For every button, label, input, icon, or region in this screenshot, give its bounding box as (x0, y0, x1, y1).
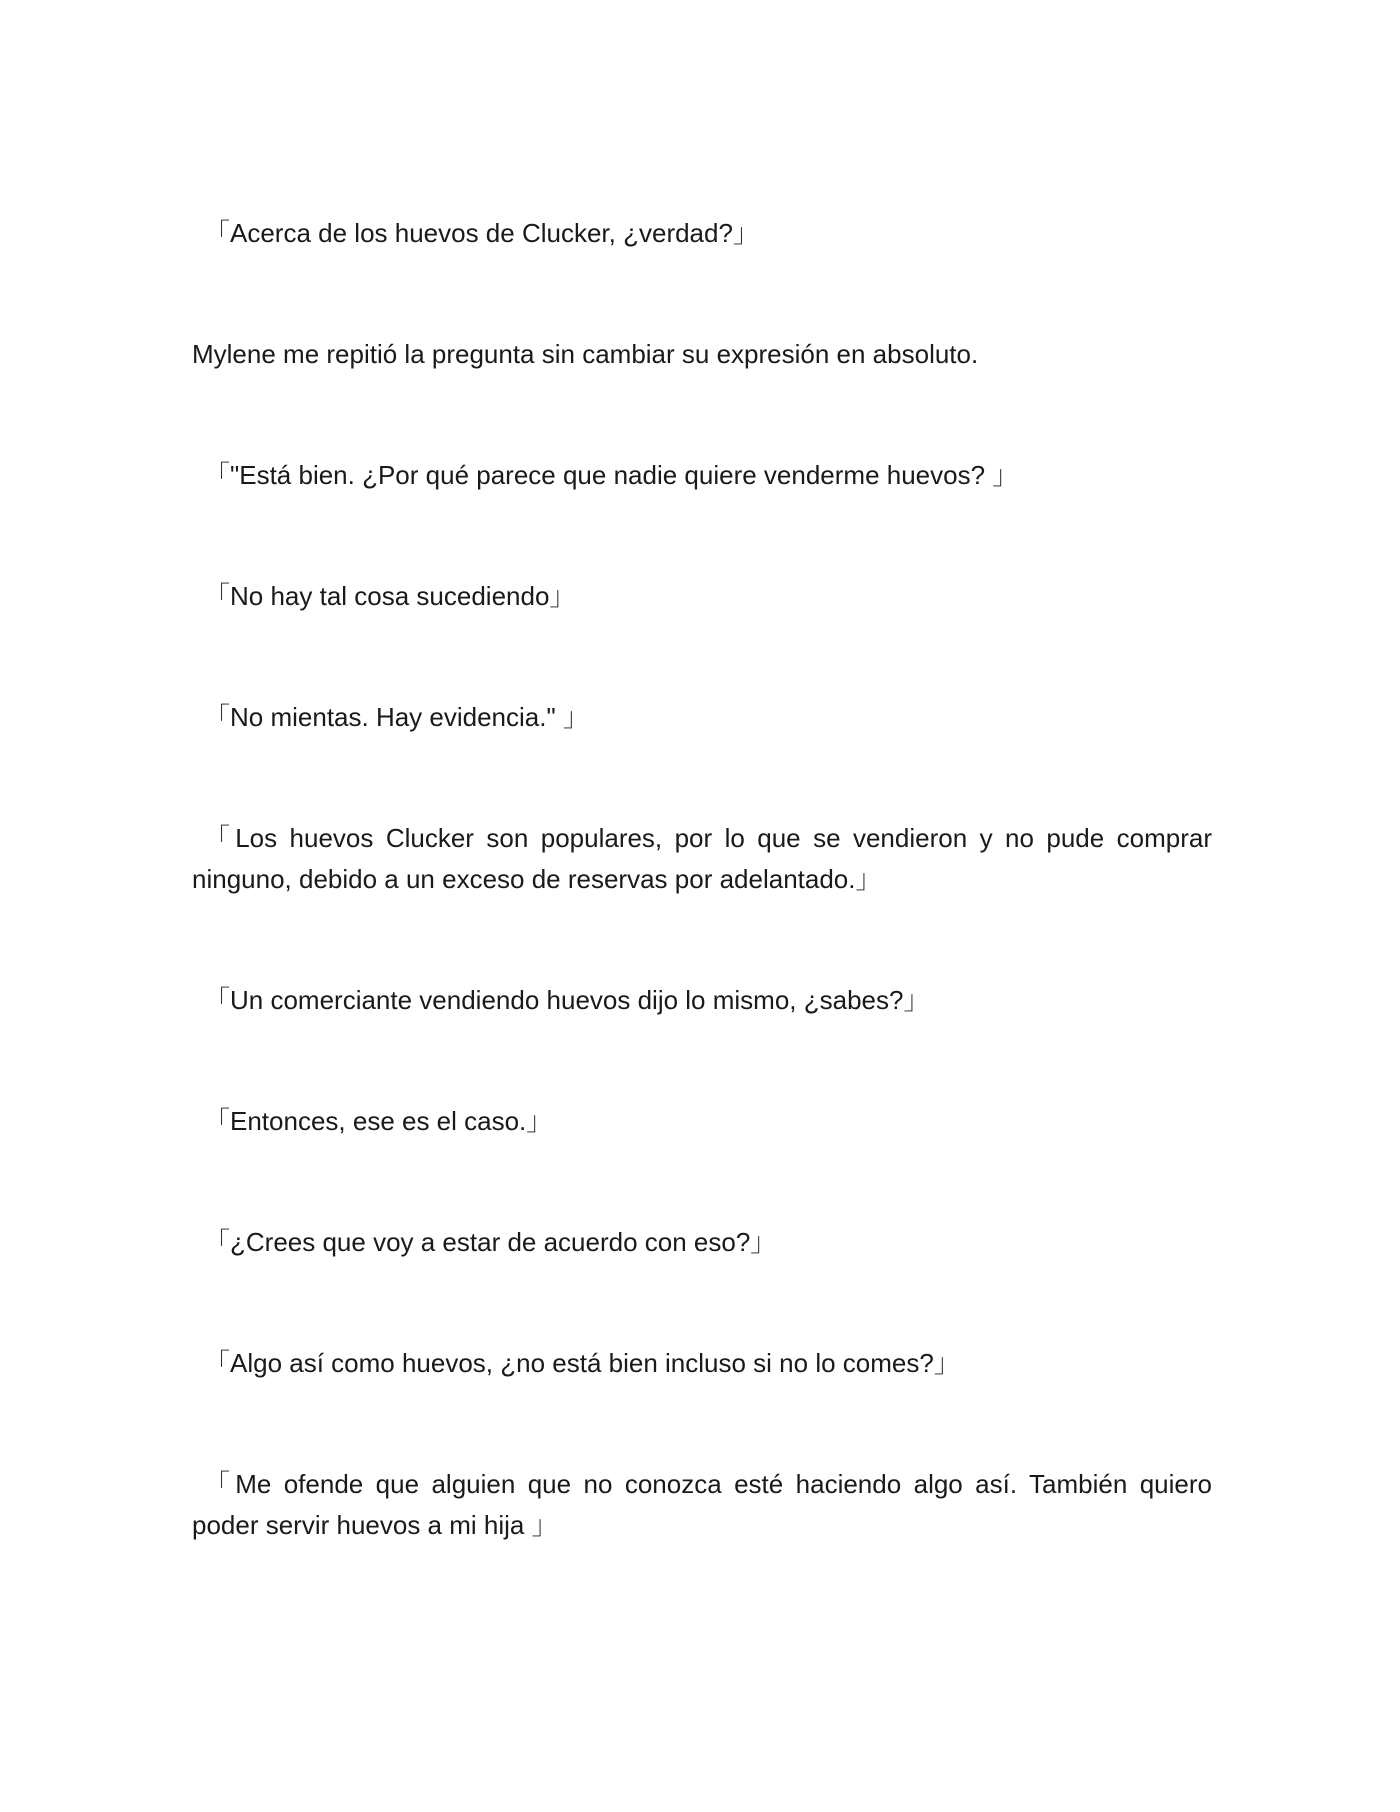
paragraph-11: 「Me ofende que alguien que no conozca esté haciendo algo así. También quiero poder servir huevos a mi hija 」 (192, 1469, 1212, 1540)
paragraph-8: 「Entonces, ese es el caso.」 (204, 1106, 553, 1136)
paragraph-4: 「No hay tal cosa sucediendo」 (204, 581, 576, 611)
paragraph-3: 「"Está bien. ¿Por qué parece que nadie quiere venderme huevos? 」 (204, 460, 1019, 490)
paragraph-1: 「Acerca de los huevos de Clucker, ¿verdad?」 (204, 218, 759, 248)
document-body (192, 213, 1212, 1626)
paragraph-7: 「Un comerciante vendiendo huevos dijo lo mismo, ¿sabes?」 (204, 985, 930, 1015)
paragraph-5: 「No mientas. Hay evidencia." 」 (204, 702, 589, 732)
paragraph-9: 「¿Crees que voy a estar de acuerdo con eso?」 (204, 1227, 777, 1257)
paragraph-10: 「Algo así como huevos, ¿no está bien incluso si no lo comes?」 (204, 1348, 960, 1378)
paragraph-2: Mylene me repitió la pregunta sin cambiar su expresión en absoluto. (192, 339, 979, 369)
paragraph-6: 「Los huevos Clucker son populares, por lo que se vendieron y no pude comprar ninguno, debido a un exceso de reservas por adelantado.」 (192, 823, 1212, 894)
